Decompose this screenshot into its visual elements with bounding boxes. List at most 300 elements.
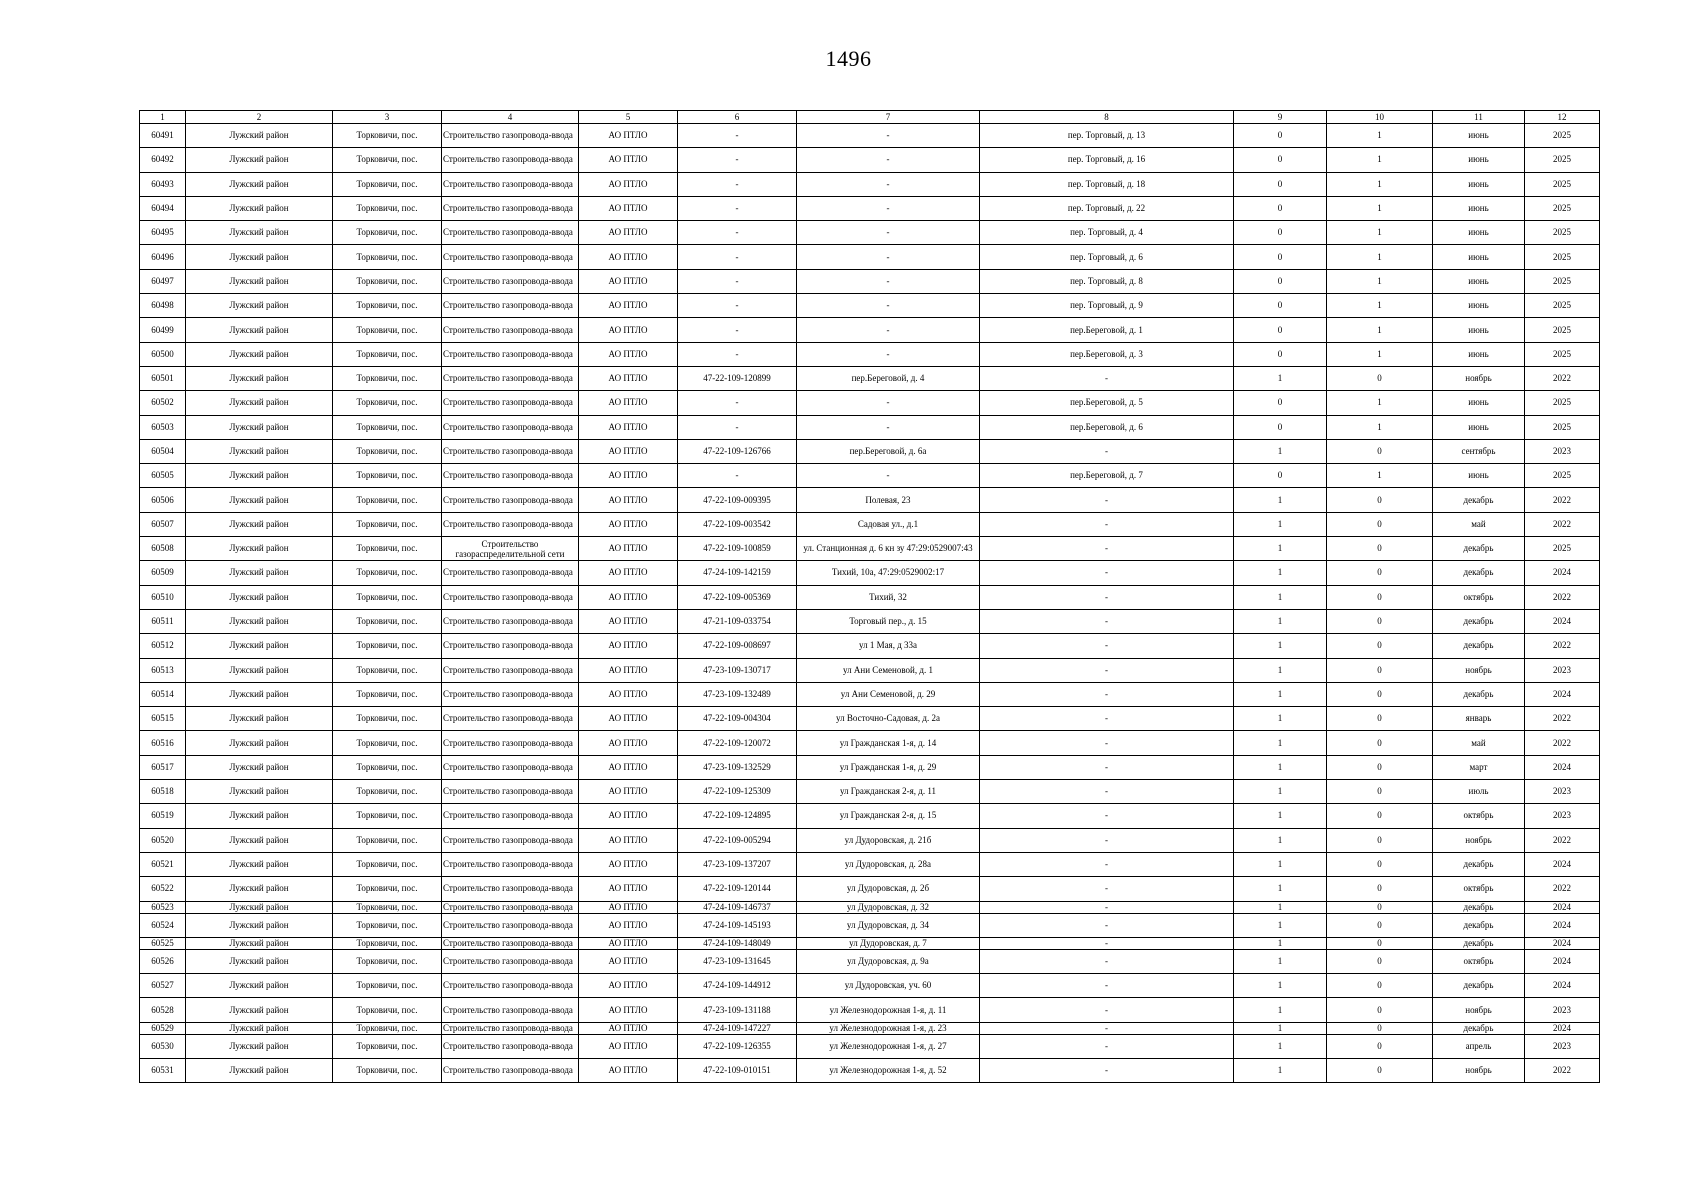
column-header-9: 9 bbox=[1234, 111, 1327, 124]
cell-record-number: 60506 bbox=[140, 488, 186, 512]
table-row bbox=[140, 488, 1600, 512]
cell-address: ул. Станционная д. 6 кн зу 47:29:0529007:43 bbox=[797, 537, 980, 561]
table-row bbox=[140, 391, 1600, 415]
cell-address: Тихий, 32 bbox=[797, 585, 980, 609]
cell-address: ул Гражданская 2-я, д. 15 bbox=[797, 804, 980, 828]
cell-address: ул Восточно-Садовая, д. 2а bbox=[797, 707, 980, 731]
cell-address: Полевая, 23 bbox=[797, 488, 980, 512]
cell-settlement: Торковичи, пос. bbox=[333, 974, 442, 998]
cell-count-a: 0 bbox=[1234, 415, 1327, 439]
column-header-4: 4 bbox=[442, 111, 579, 124]
cell-settlement: Торковичи, пос. bbox=[333, 196, 442, 220]
cell-count-a: 1 bbox=[1234, 658, 1327, 682]
cell-work-type: Строительство газопровода-ввода bbox=[442, 707, 579, 731]
cell-settlement: Торковичи, пос. bbox=[333, 245, 442, 269]
cell-settlement: Торковичи, пос. bbox=[333, 561, 442, 585]
cell-count-a: 1 bbox=[1234, 901, 1327, 913]
table-row bbox=[140, 998, 1600, 1022]
cell-cadastral-number: 47-22-109-008697 bbox=[678, 634, 797, 658]
cell-settlement: Торковичи, пос. bbox=[333, 342, 442, 366]
cell-organization: АО ПТЛО bbox=[579, 634, 678, 658]
data-table bbox=[139, 110, 1600, 1083]
cell-work-type: Строительство газопровода-ввода bbox=[442, 294, 579, 318]
cell-address-planned: - bbox=[980, 682, 1234, 706]
cell-work-type: Строительство газопровода-ввода bbox=[442, 609, 579, 633]
table-row bbox=[140, 780, 1600, 804]
table-row bbox=[140, 561, 1600, 585]
cell-address-planned: пер. Торговый, д. 22 bbox=[980, 196, 1234, 220]
cell-settlement: Торковичи, пос. bbox=[333, 998, 442, 1022]
cell-address-planned: - bbox=[980, 488, 1234, 512]
cell-address: Садовая ул., д.1 bbox=[797, 512, 980, 536]
cell-district: Лужский район bbox=[186, 804, 333, 828]
table-row bbox=[140, 974, 1600, 998]
cell-year: 2022 bbox=[1525, 877, 1600, 901]
cell-work-type: Строительство газопровода-ввода bbox=[442, 221, 579, 245]
cell-district: Лужский район bbox=[186, 366, 333, 390]
cell-organization: АО ПТЛО bbox=[579, 585, 678, 609]
cell-record-number: 60524 bbox=[140, 913, 186, 937]
table-row bbox=[140, 913, 1600, 937]
cell-count-b: 0 bbox=[1327, 488, 1433, 512]
cell-address: ул Ани Семеновой, д. 1 bbox=[797, 658, 980, 682]
cell-settlement: Торковичи, пос. bbox=[333, 366, 442, 390]
cell-month: ноябрь bbox=[1433, 1058, 1525, 1082]
cell-count-b: 0 bbox=[1327, 852, 1433, 876]
cell-address: - bbox=[797, 342, 980, 366]
cell-settlement: Торковичи, пос. bbox=[333, 937, 442, 949]
cell-year: 2022 bbox=[1525, 585, 1600, 609]
cell-settlement: Торковичи, пос. bbox=[333, 269, 442, 293]
cell-district: Лужский район bbox=[186, 707, 333, 731]
cell-cadastral-number: 47-22-109-003542 bbox=[678, 512, 797, 536]
cell-year: 2023 bbox=[1525, 439, 1600, 463]
cell-count-a: 0 bbox=[1234, 172, 1327, 196]
cell-district: Лужский район bbox=[186, 391, 333, 415]
cell-settlement: Торковичи, пос. bbox=[333, 913, 442, 937]
cell-count-a: 0 bbox=[1234, 221, 1327, 245]
cell-count-a: 1 bbox=[1234, 561, 1327, 585]
table-row bbox=[140, 124, 1600, 148]
cell-work-type: Строительство газопровода-ввода bbox=[442, 318, 579, 342]
cell-district: Лужский район bbox=[186, 124, 333, 148]
cell-cadastral-number: 47-24-109-148049 bbox=[678, 937, 797, 949]
cell-count-b: 1 bbox=[1327, 269, 1433, 293]
table-row bbox=[140, 512, 1600, 536]
cell-cadastral-number: 47-23-109-132529 bbox=[678, 755, 797, 779]
cell-work-type: Строительство газопровода-ввода bbox=[442, 974, 579, 998]
cell-count-b: 0 bbox=[1327, 780, 1433, 804]
cell-district: Лужский район bbox=[186, 634, 333, 658]
cell-cadastral-number: 47-22-109-125309 bbox=[678, 780, 797, 804]
cell-settlement: Торковичи, пос. bbox=[333, 828, 442, 852]
table-row bbox=[140, 537, 1600, 561]
cell-settlement: Торковичи, пос. bbox=[333, 537, 442, 561]
cell-cadastral-number: - bbox=[678, 221, 797, 245]
cell-address: ул Дудоровская, уч. 60 bbox=[797, 974, 980, 998]
cell-record-number: 60493 bbox=[140, 172, 186, 196]
cell-record-number: 60514 bbox=[140, 682, 186, 706]
cell-cadastral-number: 47-23-109-130717 bbox=[678, 658, 797, 682]
column-header-3: 3 bbox=[333, 111, 442, 124]
cell-month: декабрь bbox=[1433, 561, 1525, 585]
cell-year: 2024 bbox=[1525, 974, 1600, 998]
cell-year: 2022 bbox=[1525, 512, 1600, 536]
cell-month: декабрь bbox=[1433, 1022, 1525, 1034]
cell-record-number: 60528 bbox=[140, 998, 186, 1022]
cell-record-number: 60502 bbox=[140, 391, 186, 415]
table-row bbox=[140, 658, 1600, 682]
cell-cadastral-number: 47-22-109-009395 bbox=[678, 488, 797, 512]
cell-year: 2022 bbox=[1525, 707, 1600, 731]
cell-count-a: 1 bbox=[1234, 998, 1327, 1022]
cell-settlement: Торковичи, пос. bbox=[333, 391, 442, 415]
cell-record-number: 60511 bbox=[140, 609, 186, 633]
cell-organization: АО ПТЛО bbox=[579, 658, 678, 682]
cell-count-a: 1 bbox=[1234, 439, 1327, 463]
cell-address: ул Железнодорожная 1-я, д. 27 bbox=[797, 1034, 980, 1058]
cell-count-a: 1 bbox=[1234, 366, 1327, 390]
cell-count-b: 0 bbox=[1327, 1022, 1433, 1034]
cell-month: июнь bbox=[1433, 318, 1525, 342]
cell-month: июнь bbox=[1433, 124, 1525, 148]
cell-record-number: 60531 bbox=[140, 1058, 186, 1082]
cell-address-planned: пер.Береговой, д. 3 bbox=[980, 342, 1234, 366]
cell-address: - bbox=[797, 124, 980, 148]
cell-month: декабрь bbox=[1433, 488, 1525, 512]
cell-organization: АО ПТЛО bbox=[579, 609, 678, 633]
cell-year: 2022 bbox=[1525, 634, 1600, 658]
column-header-12: 12 bbox=[1525, 111, 1600, 124]
cell-address: Торговый пер., д. 15 bbox=[797, 609, 980, 633]
cell-settlement: Торковичи, пос. bbox=[333, 148, 442, 172]
cell-record-number: 60491 bbox=[140, 124, 186, 148]
cell-month: ноябрь bbox=[1433, 828, 1525, 852]
table-row bbox=[140, 937, 1600, 949]
cell-work-type: Строительство газопровода-ввода bbox=[442, 488, 579, 512]
cell-address: ул Дудоровская, д. 34 bbox=[797, 913, 980, 937]
cell-year: 2024 bbox=[1525, 561, 1600, 585]
cell-count-a: 1 bbox=[1234, 731, 1327, 755]
table-row bbox=[140, 172, 1600, 196]
cell-month: июнь bbox=[1433, 172, 1525, 196]
cell-count-a: 1 bbox=[1234, 937, 1327, 949]
cell-work-type: Строительство газопровода-ввода bbox=[442, 196, 579, 220]
cell-settlement: Торковичи, пос. bbox=[333, 1022, 442, 1034]
column-header-2: 2 bbox=[186, 111, 333, 124]
cell-count-b: 0 bbox=[1327, 998, 1433, 1022]
cell-address: пер.Береговой, д. 4 bbox=[797, 366, 980, 390]
cell-organization: АО ПТЛО bbox=[579, 221, 678, 245]
cell-month: июнь bbox=[1433, 464, 1525, 488]
cell-cadastral-number: 47-22-109-126355 bbox=[678, 1034, 797, 1058]
cell-month: июнь bbox=[1433, 221, 1525, 245]
cell-settlement: Торковичи, пос. bbox=[333, 804, 442, 828]
cell-settlement: Торковичи, пос. bbox=[333, 512, 442, 536]
column-header-6: 6 bbox=[678, 111, 797, 124]
cell-year: 2023 bbox=[1525, 998, 1600, 1022]
cell-cadastral-number: 47-24-109-142159 bbox=[678, 561, 797, 585]
cell-year: 2022 bbox=[1525, 731, 1600, 755]
cell-count-b: 0 bbox=[1327, 877, 1433, 901]
table-row bbox=[140, 731, 1600, 755]
cell-record-number: 60526 bbox=[140, 949, 186, 973]
cell-organization: АО ПТЛО bbox=[579, 682, 678, 706]
column-header-10: 10 bbox=[1327, 111, 1433, 124]
cell-district: Лужский район bbox=[186, 658, 333, 682]
cell-address-planned: - bbox=[980, 609, 1234, 633]
cell-record-number: 60492 bbox=[140, 148, 186, 172]
cell-count-b: 1 bbox=[1327, 391, 1433, 415]
cell-work-type: Строительство газопровода-ввода bbox=[442, 391, 579, 415]
cell-count-b: 1 bbox=[1327, 318, 1433, 342]
cell-count-b: 0 bbox=[1327, 949, 1433, 973]
cell-count-a: 1 bbox=[1234, 877, 1327, 901]
cell-organization: АО ПТЛО bbox=[579, 366, 678, 390]
cell-record-number: 60499 bbox=[140, 318, 186, 342]
cell-count-a: 0 bbox=[1234, 148, 1327, 172]
cell-work-type: Строительство газопровода-ввода bbox=[442, 780, 579, 804]
cell-address-planned: - bbox=[980, 1022, 1234, 1034]
cell-settlement: Торковичи, пос. bbox=[333, 221, 442, 245]
cell-year: 2023 bbox=[1525, 1034, 1600, 1058]
cell-settlement: Торковичи, пос. bbox=[333, 901, 442, 913]
cell-count-b: 0 bbox=[1327, 828, 1433, 852]
cell-work-type: Строительство газопровода-ввода bbox=[442, 998, 579, 1022]
cell-district: Лужский район bbox=[186, 998, 333, 1022]
cell-count-b: 0 bbox=[1327, 731, 1433, 755]
cell-work-type: Строительство газопровода-ввода bbox=[442, 682, 579, 706]
cell-organization: АО ПТЛО bbox=[579, 755, 678, 779]
cell-count-a: 1 bbox=[1234, 585, 1327, 609]
cell-count-a: 1 bbox=[1234, 780, 1327, 804]
cell-address-planned: - bbox=[980, 439, 1234, 463]
cell-year: 2025 bbox=[1525, 221, 1600, 245]
cell-organization: АО ПТЛО bbox=[579, 949, 678, 973]
cell-count-a: 1 bbox=[1234, 852, 1327, 876]
cell-month: май bbox=[1433, 512, 1525, 536]
cell-record-number: 60519 bbox=[140, 804, 186, 828]
cell-address-planned: - bbox=[980, 913, 1234, 937]
cell-district: Лужский район bbox=[186, 755, 333, 779]
table-row bbox=[140, 221, 1600, 245]
cell-month: июнь bbox=[1433, 415, 1525, 439]
cell-record-number: 60504 bbox=[140, 439, 186, 463]
cell-year: 2024 bbox=[1525, 682, 1600, 706]
cell-month: июнь bbox=[1433, 148, 1525, 172]
cell-address: - bbox=[797, 464, 980, 488]
cell-count-b: 0 bbox=[1327, 561, 1433, 585]
cell-cadastral-number: 47-22-109-100859 bbox=[678, 537, 797, 561]
cell-count-a: 1 bbox=[1234, 949, 1327, 973]
cell-count-b: 1 bbox=[1327, 196, 1433, 220]
cell-address: ул Дудоровская, д. 7 bbox=[797, 937, 980, 949]
cell-count-a: 1 bbox=[1234, 634, 1327, 658]
cell-count-a: 1 bbox=[1234, 913, 1327, 937]
cell-record-number: 60518 bbox=[140, 780, 186, 804]
cell-organization: АО ПТЛО bbox=[579, 828, 678, 852]
cell-address: - bbox=[797, 294, 980, 318]
cell-work-type: Строительство газопровода-ввода bbox=[442, 585, 579, 609]
cell-count-a: 1 bbox=[1234, 707, 1327, 731]
cell-district: Лужский район bbox=[186, 937, 333, 949]
cell-address-planned: - bbox=[980, 755, 1234, 779]
cell-work-type: Строительство газопровода-ввода bbox=[442, 828, 579, 852]
cell-organization: АО ПТЛО bbox=[579, 913, 678, 937]
cell-year: 2024 bbox=[1525, 901, 1600, 913]
cell-year: 2025 bbox=[1525, 318, 1600, 342]
cell-cadastral-number: 47-22-109-120072 bbox=[678, 731, 797, 755]
cell-year: 2024 bbox=[1525, 755, 1600, 779]
cell-cadastral-number: 47-24-109-146737 bbox=[678, 901, 797, 913]
cell-count-a: 1 bbox=[1234, 488, 1327, 512]
cell-month: октябрь bbox=[1433, 877, 1525, 901]
cell-month: март bbox=[1433, 755, 1525, 779]
cell-month: июнь bbox=[1433, 245, 1525, 269]
cell-organization: АО ПТЛО bbox=[579, 269, 678, 293]
cell-month: сентябрь bbox=[1433, 439, 1525, 463]
cell-work-type: Строительство газопровода-ввода bbox=[442, 342, 579, 366]
table-body bbox=[140, 124, 1600, 1083]
cell-cadastral-number: 47-22-109-120144 bbox=[678, 877, 797, 901]
cell-settlement: Торковичи, пос. bbox=[333, 949, 442, 973]
cell-count-a: 0 bbox=[1234, 342, 1327, 366]
cell-settlement: Торковичи, пос. bbox=[333, 488, 442, 512]
cell-settlement: Торковичи, пос. bbox=[333, 1034, 442, 1058]
cell-work-type: Строительство газопровода-ввода bbox=[442, 949, 579, 973]
cell-settlement: Торковичи, пос. bbox=[333, 755, 442, 779]
cell-record-number: 60496 bbox=[140, 245, 186, 269]
cell-organization: АО ПТЛО bbox=[579, 1034, 678, 1058]
cell-count-a: 0 bbox=[1234, 391, 1327, 415]
table-row bbox=[140, 828, 1600, 852]
cell-district: Лужский район bbox=[186, 196, 333, 220]
cell-district: Лужский район bbox=[186, 949, 333, 973]
cell-address: - bbox=[797, 172, 980, 196]
cell-district: Лужский район bbox=[186, 609, 333, 633]
cell-year: 2025 bbox=[1525, 464, 1600, 488]
cell-month: октябрь bbox=[1433, 949, 1525, 973]
column-header-8: 8 bbox=[980, 111, 1234, 124]
cell-month: июнь bbox=[1433, 196, 1525, 220]
cell-address-planned: пер. Торговый, д. 13 bbox=[980, 124, 1234, 148]
cell-month: декабрь bbox=[1433, 901, 1525, 913]
cell-year: 2024 bbox=[1525, 609, 1600, 633]
cell-address-planned: - bbox=[980, 634, 1234, 658]
cell-settlement: Торковичи, пос. bbox=[333, 609, 442, 633]
cell-district: Лужский район bbox=[186, 439, 333, 463]
cell-cadastral-number: 47-22-109-126766 bbox=[678, 439, 797, 463]
cell-organization: АО ПТЛО bbox=[579, 318, 678, 342]
cell-record-number: 60516 bbox=[140, 731, 186, 755]
cell-month: ноябрь bbox=[1433, 998, 1525, 1022]
cell-cadastral-number: - bbox=[678, 196, 797, 220]
cell-count-b: 0 bbox=[1327, 901, 1433, 913]
cell-address: - bbox=[797, 221, 980, 245]
cell-count-b: 1 bbox=[1327, 148, 1433, 172]
cell-count-b: 1 bbox=[1327, 124, 1433, 148]
cell-record-number: 60501 bbox=[140, 366, 186, 390]
cell-district: Лужский район bbox=[186, 852, 333, 876]
cell-month: октябрь bbox=[1433, 804, 1525, 828]
table-row bbox=[140, 877, 1600, 901]
cell-district: Лужский район bbox=[186, 1058, 333, 1082]
cell-month: декабрь bbox=[1433, 852, 1525, 876]
column-header-7: 7 bbox=[797, 111, 980, 124]
table-row bbox=[140, 1058, 1600, 1082]
cell-address-planned: - bbox=[980, 366, 1234, 390]
table-row bbox=[140, 245, 1600, 269]
cell-year: 2022 bbox=[1525, 828, 1600, 852]
cell-cadastral-number: - bbox=[678, 391, 797, 415]
cell-year: 2025 bbox=[1525, 342, 1600, 366]
cell-address: Тихий, 10а, 47:29:0529002:17 bbox=[797, 561, 980, 585]
cell-address: ул Гражданская 1-я, д. 29 bbox=[797, 755, 980, 779]
cell-organization: АО ПТЛО bbox=[579, 561, 678, 585]
cell-address: ул Железнодорожная 1-я, д. 52 bbox=[797, 1058, 980, 1082]
cell-cadastral-number: 47-23-109-137207 bbox=[678, 852, 797, 876]
cell-address-planned: - bbox=[980, 901, 1234, 913]
cell-settlement: Торковичи, пос. bbox=[333, 731, 442, 755]
cell-count-b: 1 bbox=[1327, 415, 1433, 439]
page-number: 1496 bbox=[825, 46, 872, 71]
cell-address-planned: пер. Торговый, д. 8 bbox=[980, 269, 1234, 293]
cell-organization: АО ПТЛО bbox=[579, 439, 678, 463]
cell-cadastral-number: 47-22-109-005294 bbox=[678, 828, 797, 852]
cell-work-type: Строительство газопровода-ввода bbox=[442, 415, 579, 439]
cell-cadastral-number: - bbox=[678, 342, 797, 366]
cell-year: 2024 bbox=[1525, 949, 1600, 973]
cell-settlement: Торковичи, пос. bbox=[333, 852, 442, 876]
cell-organization: АО ПТЛО bbox=[579, 731, 678, 755]
cell-address: ул Ани Семеновой, д. 29 bbox=[797, 682, 980, 706]
cell-count-a: 1 bbox=[1234, 974, 1327, 998]
cell-year: 2024 bbox=[1525, 937, 1600, 949]
cell-count-b: 0 bbox=[1327, 537, 1433, 561]
cell-address-planned: пер.Береговой, д. 1 bbox=[980, 318, 1234, 342]
cell-count-a: 1 bbox=[1234, 512, 1327, 536]
cell-year: 2025 bbox=[1525, 537, 1600, 561]
cell-cadastral-number: - bbox=[678, 464, 797, 488]
cell-organization: АО ПТЛО bbox=[579, 707, 678, 731]
cell-settlement: Торковичи, пос. bbox=[333, 1058, 442, 1082]
cell-address: ул Дудоровская, д. 21б bbox=[797, 828, 980, 852]
cell-address: ул Гражданская 2-я, д. 11 bbox=[797, 780, 980, 804]
table-row bbox=[140, 804, 1600, 828]
cell-district: Лужский район bbox=[186, 221, 333, 245]
table-row bbox=[140, 707, 1600, 731]
cell-month: ноябрь bbox=[1433, 366, 1525, 390]
cell-year: 2025 bbox=[1525, 294, 1600, 318]
cell-record-number: 60509 bbox=[140, 561, 186, 585]
cell-address-planned: пер. Торговый, д. 4 bbox=[980, 221, 1234, 245]
cell-count-a: 1 bbox=[1234, 537, 1327, 561]
cell-count-b: 1 bbox=[1327, 221, 1433, 245]
cell-work-type: Строительство газопровода-ввода bbox=[442, 913, 579, 937]
cell-count-a: 1 bbox=[1234, 609, 1327, 633]
cell-address: ул Железнодорожная 1-я, д. 11 bbox=[797, 998, 980, 1022]
cell-work-type: Строительство газопровода-ввода bbox=[442, 172, 579, 196]
cell-year: 2025 bbox=[1525, 245, 1600, 269]
cell-organization: АО ПТЛО bbox=[579, 1058, 678, 1082]
cell-address-planned: - bbox=[980, 512, 1234, 536]
cell-record-number: 60520 bbox=[140, 828, 186, 852]
cell-month: май bbox=[1433, 731, 1525, 755]
cell-address: ул Дудоровская, д. 9а bbox=[797, 949, 980, 973]
cell-address: - bbox=[797, 245, 980, 269]
cell-organization: АО ПТЛО bbox=[579, 245, 678, 269]
cell-organization: АО ПТЛО bbox=[579, 937, 678, 949]
